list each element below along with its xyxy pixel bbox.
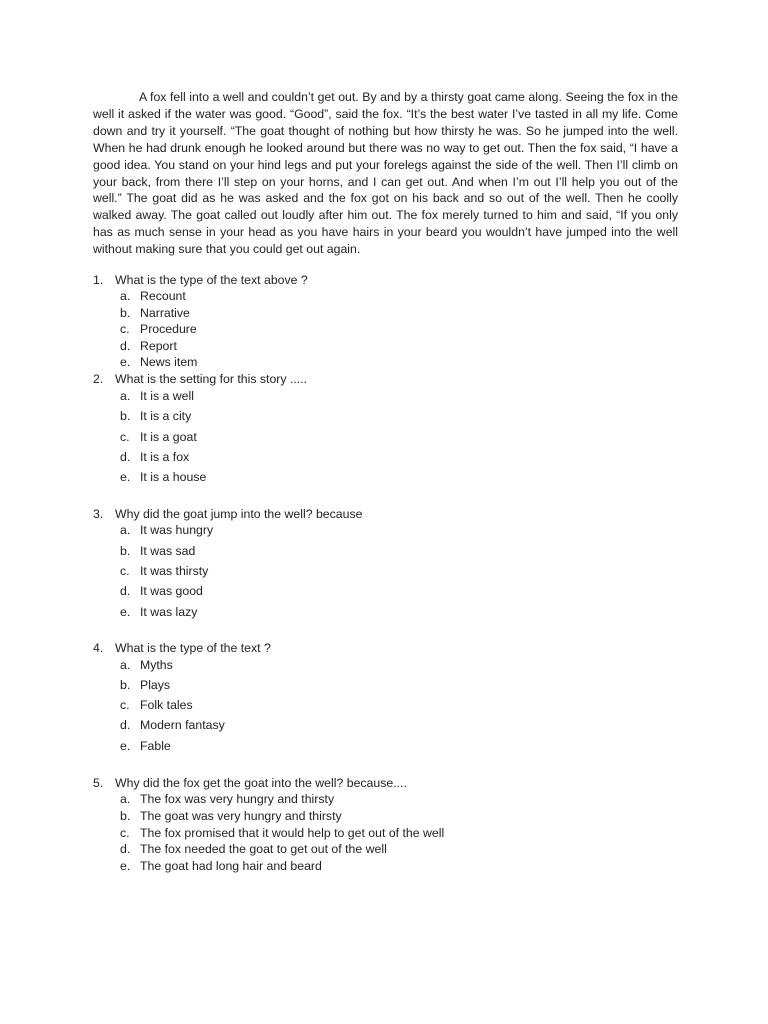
option-text: It is a city	[140, 409, 192, 423]
question-number: 1.	[93, 273, 104, 287]
option-letter: c.	[120, 564, 130, 578]
option-letter: d.	[120, 450, 131, 464]
option-text: It is a well	[140, 389, 194, 403]
story-text: A fox fell into a well and couldn’t get out. By and by a thirsty goat came along. Seeing the fox in the well it asked if the water was good. “Good”, said the fox. “It’s the best water I’ve tasted in all my life. Come down and try it yourself. “The goat thought of nothing but how thirsty he was. So he jumped into the well. When he had drunk enough he looked around but there was no way to get out. Then the fox said, “I have a good idea. You stand on your hind legs and put your forelegs against the side of the well. Then I’ll climb on your back, from there I’ll step on your horns, and I can get out. And when I’m out I’ll help you out of the well.” The goat did as he was asked and the fox got on his back and so out of the well. Then he coolly walked away. The goat called out loudly after him out. The fox merely turned to him and said, “If you only has as much sense in your head as you have hairs in your beard you wouldn’t have jumped into the well without making sure that you could get out again.	[93, 90, 678, 257]
question-number: 4.	[93, 641, 104, 655]
question-text: What is the type of the text above ?	[115, 273, 308, 287]
option-letter: c.	[120, 430, 130, 444]
option-text: Report	[140, 339, 177, 353]
option-letter: e.	[120, 859, 131, 873]
option-text: Myths	[140, 658, 173, 672]
option-text: It was sad	[140, 544, 196, 558]
option-letter: a.	[120, 289, 131, 303]
option-letter: d.	[120, 842, 131, 856]
option-text: Folk tales	[140, 698, 193, 712]
option-letter: e.	[120, 470, 131, 484]
option-text: It was good	[140, 584, 203, 598]
option-letter: b.	[120, 306, 131, 320]
option-letter: e.	[120, 739, 131, 753]
option-letter: c.	[120, 826, 130, 840]
option-letter: e.	[120, 355, 131, 369]
option-text: The fox needed the goat to get out of the well	[140, 842, 387, 856]
option-text: Modern fantasy	[140, 718, 225, 732]
option-letter: b.	[120, 678, 131, 692]
question-number: 5.	[93, 776, 104, 790]
question-number: 2.	[93, 372, 104, 386]
option-text: The fox promised that it would help to get out of the well	[140, 826, 445, 840]
option-text: The fox was very hungry and thirsty	[140, 792, 335, 806]
question-number: 3.	[93, 507, 104, 521]
option-text: It is a house	[140, 470, 207, 484]
option-text: It was lazy	[140, 605, 198, 619]
option-text: News item	[140, 355, 198, 369]
option-text: Narrative	[140, 306, 190, 320]
option-letter: a.	[120, 523, 131, 537]
option-text: Plays	[140, 678, 171, 692]
option-text: The goat was very hungry and thirsty	[140, 809, 342, 823]
option-letter: c.	[120, 322, 130, 336]
option-text: It is a fox	[140, 450, 190, 464]
option-text: It is a goat	[140, 430, 197, 444]
option-letter: a.	[120, 792, 131, 806]
option-letter: d.	[120, 718, 131, 732]
option-letter: b.	[120, 409, 131, 423]
question-text: What is the type of the text ?	[115, 641, 271, 655]
option-letter: d.	[120, 339, 131, 353]
question-text: Why did the goat jump into the well? because	[115, 507, 363, 521]
option-text: The goat had long hair and beard	[140, 859, 322, 873]
option-letter: c.	[120, 698, 130, 712]
option-text: It was hungry	[140, 523, 214, 537]
option-letter: b.	[120, 809, 131, 823]
question-text: What is the setting for this story .....	[115, 372, 308, 386]
option-letter: a.	[120, 389, 131, 403]
story-passage	[93, 89, 678, 258]
option-text: Recount	[140, 289, 186, 303]
question-text: Why did the fox get the goat into the well? because....	[115, 776, 407, 790]
option-letter: d.	[120, 584, 131, 598]
option-letter: a.	[120, 658, 131, 672]
option-letter: b.	[120, 544, 131, 558]
option-text: Fable	[140, 739, 171, 753]
option-text: It was thirsty	[140, 564, 209, 578]
option-letter: e.	[120, 605, 131, 619]
option-text: Procedure	[140, 322, 197, 336]
